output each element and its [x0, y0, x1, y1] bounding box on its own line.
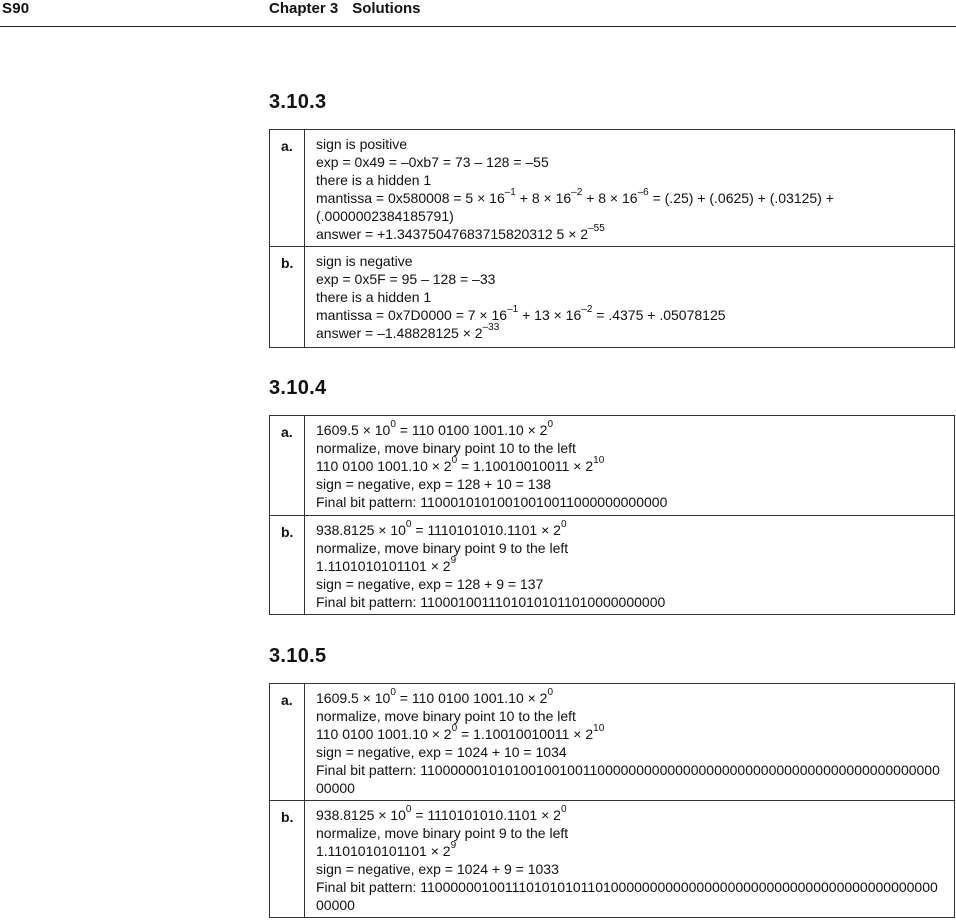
line-text: there is a hidden 1 — [316, 172, 432, 188]
superscript: 9 — [450, 840, 457, 852]
superscript: –55 — [588, 223, 605, 235]
row-body — [305, 516, 955, 615]
line-text: = 1110101010.1101 × 2 — [411, 522, 561, 538]
equation-line — [316, 761, 944, 797]
row-label: b. — [270, 516, 305, 615]
row-label: a. — [270, 130, 305, 247]
equation-line — [316, 575, 944, 593]
line-text: mantissa = 0x7D0000 = 7 × 16 — [316, 307, 508, 323]
line-text: 938.8125 × 10 — [316, 807, 406, 823]
solution-row — [270, 801, 955, 918]
line-text: = 1.10010010011 × 2 — [457, 726, 594, 742]
row-label: a. — [270, 684, 305, 801]
solution-row — [270, 684, 955, 801]
superscript: 0 — [405, 804, 412, 816]
superscript: 10 — [593, 455, 605, 467]
section-heading: 3.10.5 — [269, 645, 327, 667]
row-body — [305, 247, 955, 348]
line-text: normalize, move binary point 10 to the left — [316, 440, 576, 456]
superscript: 0 — [390, 419, 396, 431]
line-text: exp = 0x49 = –0xb7 = 73 – 128 = –55 — [316, 154, 549, 170]
solution-row — [270, 247, 955, 348]
line-text: 110 0100 1001.10 × 2 — [316, 458, 452, 474]
solution-row — [270, 130, 955, 247]
line-text: there is a hidden 1 — [316, 289, 432, 305]
equation-line — [316, 306, 944, 324]
superscript: –33 — [482, 322, 500, 334]
line-text: 1.1101010101101 × 2 — [316, 843, 451, 859]
solution-table — [269, 683, 955, 918]
row-label: a. — [270, 416, 305, 516]
chapter-label: Chapter 3 — [269, 0, 339, 17]
chapter-title: Solutions — [352, 0, 421, 17]
line-text: = 1.10010010011 × 2 — [457, 458, 594, 474]
line-text: Final bit pattern: 110000001001110101010110100000000000000000000000000000000000000000000000 — [316, 879, 938, 913]
equation-line — [316, 270, 944, 288]
superscript: 0 — [547, 687, 554, 699]
line-text: (.0000002384185791) — [316, 208, 454, 224]
page-number: S90 — [2, 0, 30, 17]
line-text: sign = negative, exp = 1024 + 10 = 1034 — [316, 744, 567, 760]
line-text: 1.1101010101101 × 2 — [316, 558, 451, 574]
line-text: 1609.5 × 10 — [316, 422, 391, 438]
superscript: –1 — [507, 304, 519, 316]
line-text: 110 0100 1001.10 × 2 — [316, 726, 452, 742]
line-text: sign = negative, exp = 128 + 9 = 137 — [316, 576, 544, 592]
line-text: 938.8125 × 10 — [316, 522, 406, 538]
line-text: + 8 × 16 — [515, 190, 572, 206]
line-text: Final bit pattern: 11000100111010101011010000000000 — [316, 594, 666, 610]
solution-row — [270, 416, 955, 516]
line-text: normalize, move binary point 10 to the left — [316, 708, 576, 724]
equation-line — [316, 689, 944, 707]
superscript: 0 — [451, 455, 458, 467]
section-heading: 3.10.3 — [269, 91, 327, 113]
line-text: Final bit pattern: 11000101010010010011000000000000 — [316, 494, 668, 510]
line-text: 1609.5 × 10 — [316, 690, 391, 706]
line-text: = 1110101010.1101 × 2 — [411, 807, 561, 823]
equation-line — [316, 860, 944, 878]
row-body — [305, 684, 955, 801]
equation-line — [316, 439, 944, 457]
line-text: sign is positive — [316, 136, 408, 152]
line-text: sign = negative, exp = 128 + 10 = 138 — [316, 476, 552, 492]
section-heading: 3.10.4 — [269, 377, 327, 399]
row-label: b. — [270, 801, 305, 918]
equation-line — [316, 557, 944, 575]
equation-line — [316, 135, 944, 153]
line-text: normalize, move binary point 9 to the left — [316, 825, 569, 841]
line-text: normalize, move binary point 9 to the left — [316, 540, 569, 556]
superscript: 9 — [450, 555, 457, 567]
equation-line — [316, 824, 944, 842]
header-rule — [0, 26, 956, 27]
equation-line — [316, 593, 944, 611]
row-body — [305, 801, 955, 918]
superscript: –2 — [581, 304, 593, 316]
line-text: = .4375 + .05078125 — [592, 307, 726, 323]
equation-line — [316, 324, 944, 342]
solution-row — [270, 516, 955, 615]
equation-line — [316, 878, 944, 914]
equation-line — [316, 493, 944, 511]
equation-line — [316, 252, 944, 270]
solution-table — [269, 415, 955, 615]
superscript: 0 — [560, 519, 567, 531]
superscript: 0 — [547, 419, 554, 431]
superscript: 0 — [405, 519, 412, 531]
line-text: = 110 0100 1001.10 × 2 — [395, 422, 548, 438]
solution-table — [269, 129, 955, 348]
superscript: –2 — [571, 187, 583, 199]
equation-line — [316, 806, 944, 824]
line-text: = (.25) + (.0625) + (.03125) + — [648, 190, 834, 206]
line-text: + 13 × 16 — [518, 307, 582, 323]
equation-line — [316, 743, 944, 761]
line-text: mantissa = 0x580008 = 5 × 16 — [316, 190, 505, 206]
equation-line — [316, 189, 944, 207]
superscript: –6 — [637, 187, 649, 199]
line-text: answer = +1.34375047683715820312 5 × 2 — [316, 226, 589, 242]
equation-line — [316, 521, 944, 539]
line-text: sign = negative, exp = 1024 + 9 = 1033 — [316, 861, 559, 877]
line-text: exp = 0x5F = 95 – 128 = –33 — [316, 271, 496, 287]
row-label: b. — [270, 247, 305, 348]
equation-line — [316, 207, 944, 225]
equation-line — [316, 539, 944, 557]
row-body — [305, 416, 955, 516]
line-text: = 110 0100 1001.10 × 2 — [395, 690, 548, 706]
line-text: sign is negative — [316, 253, 413, 269]
superscript: 0 — [451, 723, 458, 735]
equation-line — [316, 288, 944, 306]
equation-line — [316, 457, 944, 475]
equation-line — [316, 707, 944, 725]
line-text: + 8 × 16 — [582, 190, 638, 206]
equation-line — [316, 225, 944, 243]
superscript: –1 — [504, 187, 516, 199]
superscript: 0 — [390, 687, 396, 699]
equation-line — [316, 153, 944, 171]
equation-line — [316, 421, 944, 439]
superscript: 10 — [593, 723, 605, 735]
running-header — [269, 0, 421, 17]
superscript: 0 — [560, 804, 567, 816]
line-text: Final bit pattern: 110000001010100100100110000000000000000000000000000000000000000000000000 — [316, 762, 940, 796]
line-text: answer = –1.48828125 × 2 — [316, 325, 483, 341]
equation-line — [316, 475, 944, 493]
row-body — [305, 130, 955, 247]
equation-line — [316, 171, 944, 189]
equation-line — [316, 842, 944, 860]
equation-line — [316, 725, 944, 743]
